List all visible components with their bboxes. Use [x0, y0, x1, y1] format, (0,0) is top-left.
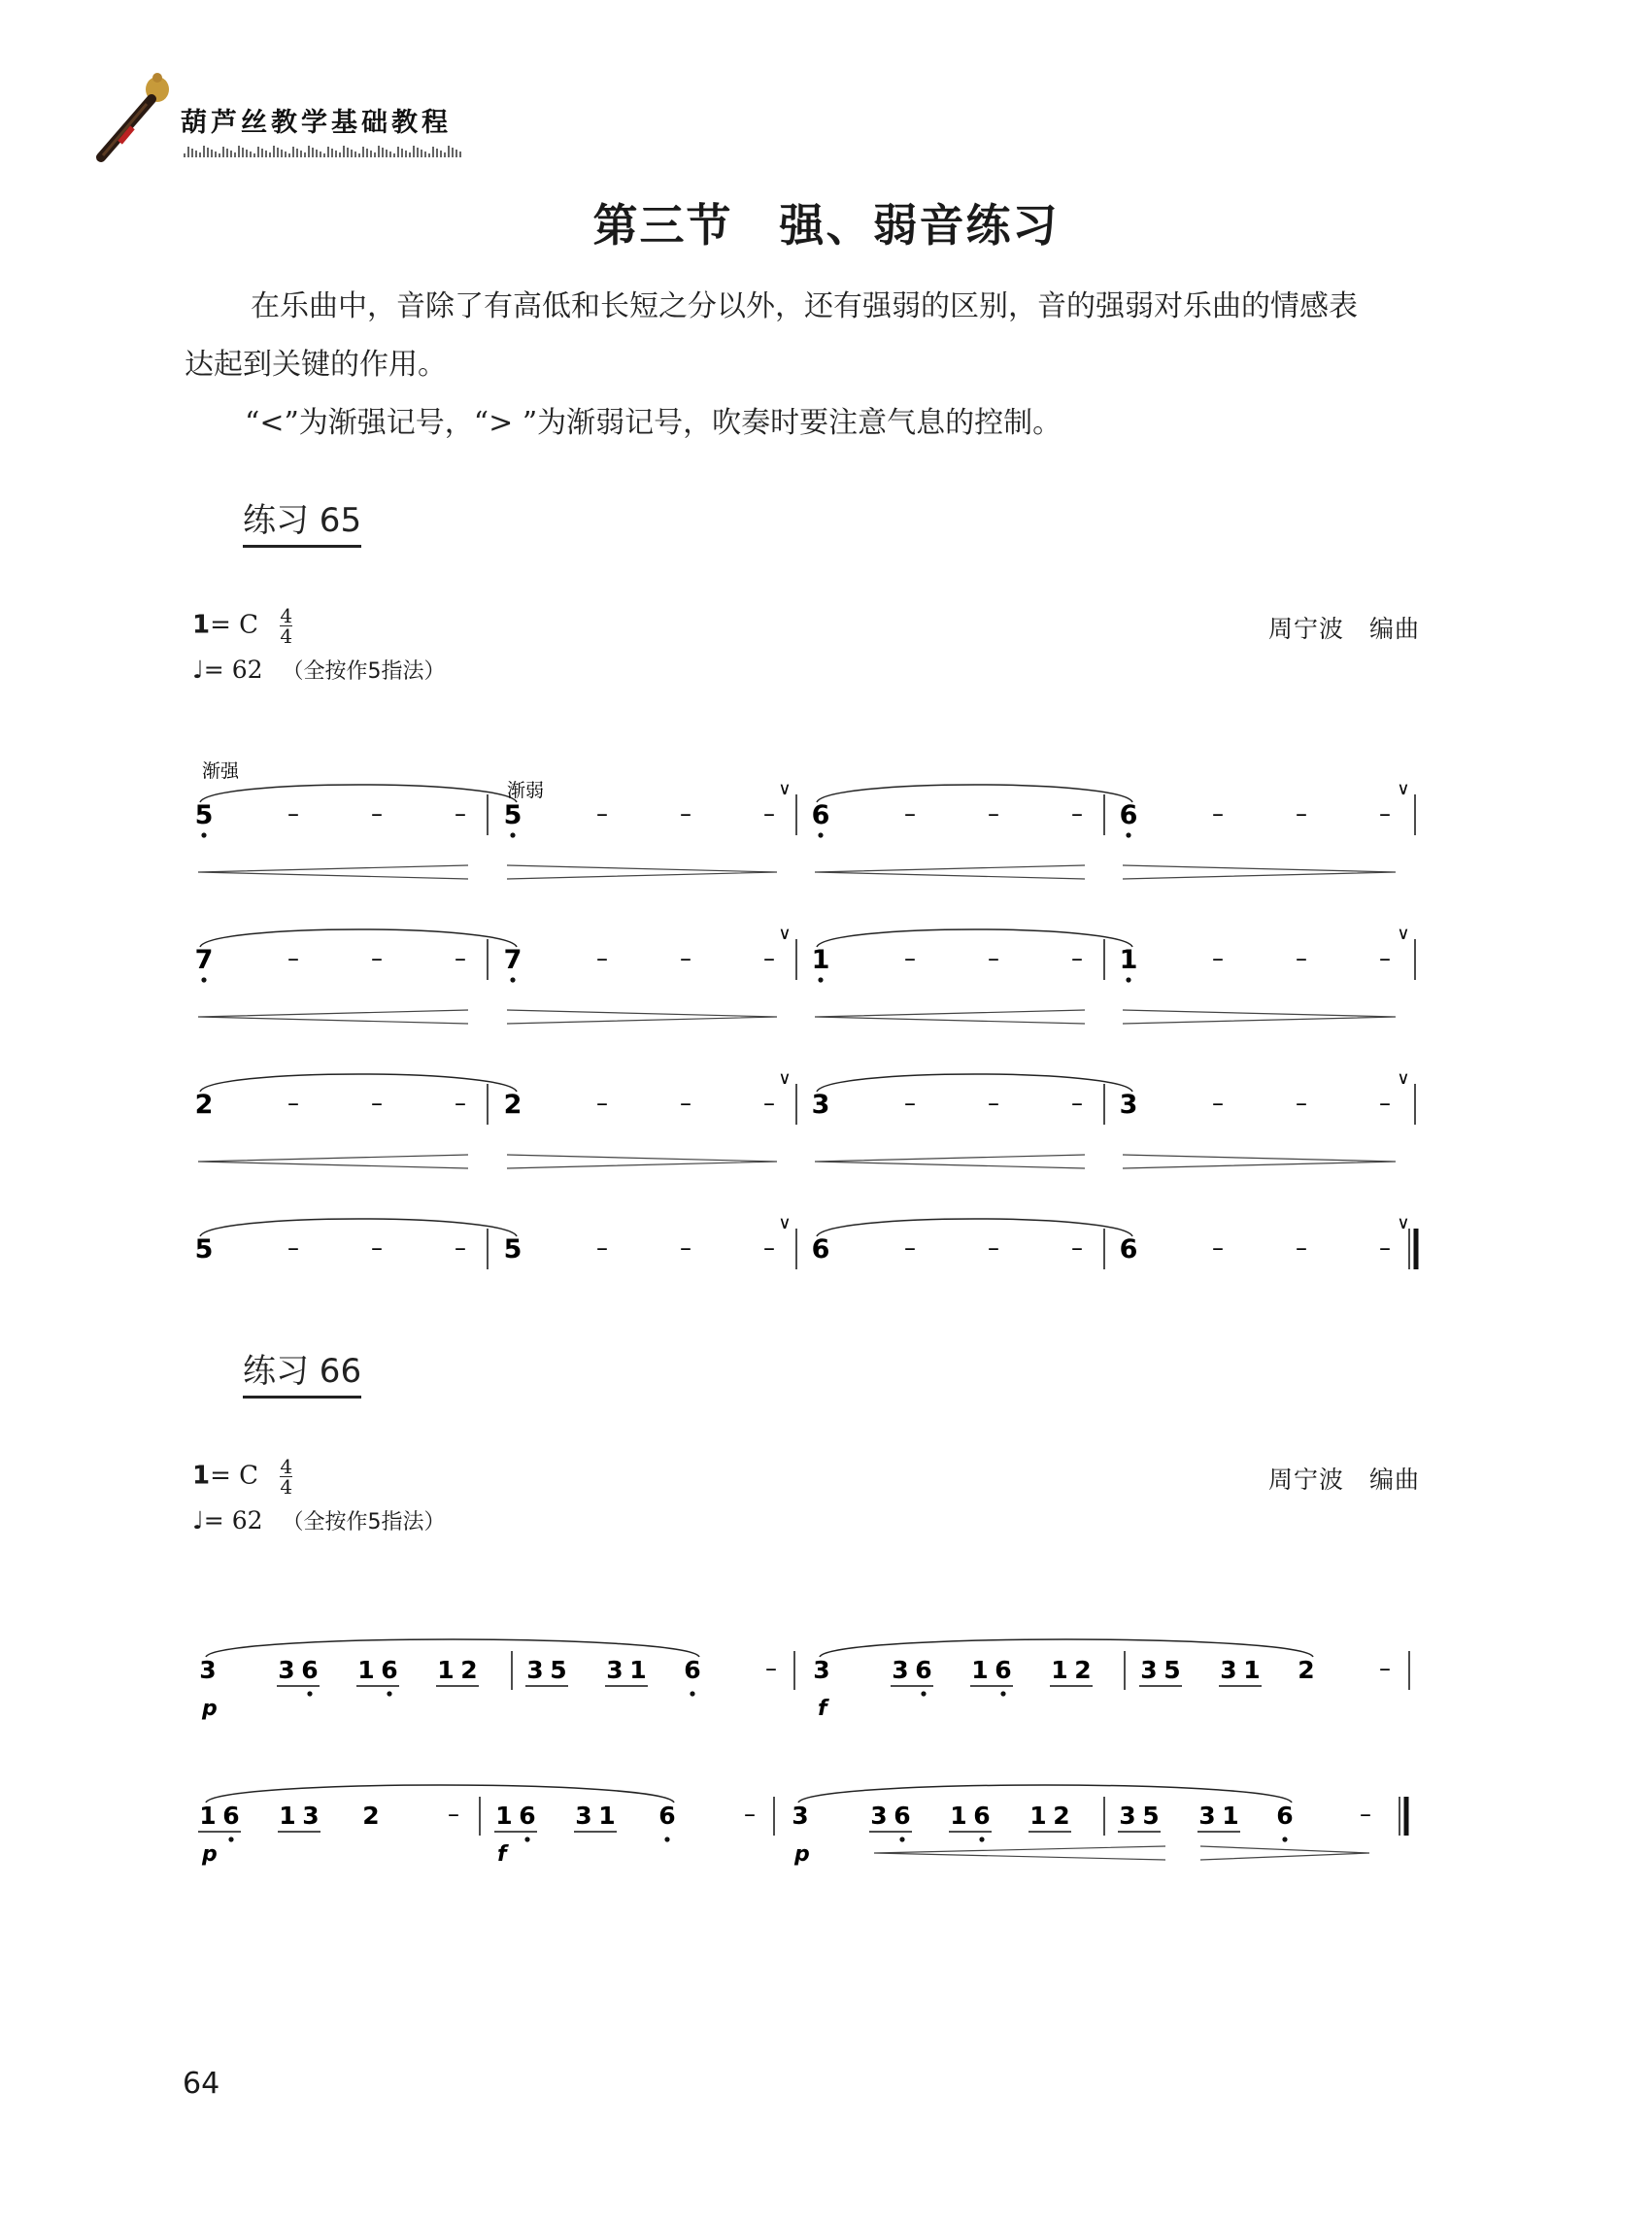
dynamic-mark: p — [202, 1842, 218, 1867]
breath-mark: ∨ — [778, 924, 792, 944]
rest-dash: – — [904, 1090, 916, 1117]
rest-dash: – — [680, 800, 691, 827]
rest-dash: – — [1296, 1234, 1307, 1262]
crescendo-hairpin — [815, 1155, 1085, 1168]
crescendo-hairpin — [198, 1010, 468, 1024]
octave-dot — [818, 832, 823, 837]
diminuendo-hairpin — [507, 1155, 777, 1168]
octave-dot — [690, 1691, 694, 1696]
note: 6 — [1119, 800, 1138, 830]
note: 2 — [460, 1656, 478, 1684]
breath-mark: ∨ — [1397, 1213, 1410, 1233]
rest-dash: – — [455, 945, 466, 972]
diminuendo-hairpin — [507, 1010, 777, 1024]
dynamic-mark: p — [202, 1697, 218, 1721]
rest-dash: – — [1379, 945, 1391, 972]
composer-65: 周宁波 编曲 — [1268, 615, 1421, 643]
rest-dash: – — [287, 800, 299, 827]
rest-dash: – — [763, 1090, 775, 1117]
dynamic-mark: f — [497, 1842, 507, 1867]
intro-line-3: “<”为渐强记号，“> ”为渐弱记号，吹奏时要注意气息的控制。 — [245, 406, 1062, 440]
intro-line-1: 在乐曲中，音除了有高低和长短之分以外，还有强弱的区别，音的强弱对乐曲的情感表 — [251, 289, 1358, 323]
note: 2 — [1053, 1802, 1070, 1830]
slur — [817, 1219, 1132, 1236]
octave-dot — [818, 977, 823, 982]
note: 6 — [519, 1802, 536, 1830]
rest-dash: – — [1212, 1234, 1224, 1262]
diminuendo-hairpin — [1123, 1010, 1396, 1024]
octave-dot — [387, 1691, 391, 1696]
rest-dash: – — [287, 945, 299, 972]
rest-dash: – — [765, 1655, 777, 1682]
rest-dash: – — [1379, 800, 1391, 827]
octave-dot — [524, 1837, 529, 1841]
crescendo-hairpin — [198, 865, 468, 879]
rest-dash: – — [1296, 800, 1307, 827]
rest-dash: – — [448, 1801, 459, 1828]
page-title: 第三节 强、弱音练习 — [592, 199, 1060, 252]
page-number: 64 — [183, 2067, 220, 2101]
dim-label: 渐弱 — [507, 780, 545, 801]
key-signature-66: 1= C $\frac{4}{4}$ — [192, 1455, 293, 1499]
diminuendo-hairpin — [1200, 1846, 1369, 1860]
note: 3 — [302, 1802, 320, 1830]
note: 3 — [278, 1656, 295, 1684]
slur — [820, 1639, 1313, 1657]
octave-dot — [921, 1691, 926, 1696]
note: 6 — [1119, 1234, 1138, 1264]
note: 6 — [684, 1656, 701, 1684]
rest-dash: – — [371, 800, 383, 827]
note: 7 — [194, 945, 214, 975]
rest-dash: – — [1071, 1234, 1083, 1262]
composer-66: 周宁波 编曲 — [1268, 1466, 1421, 1494]
octave-dot — [201, 832, 206, 837]
note: 6 — [915, 1656, 932, 1684]
slur — [200, 929, 517, 947]
rest-dash: – — [287, 1234, 299, 1262]
note: 1 — [1222, 1802, 1239, 1830]
octave-dot — [228, 1837, 233, 1841]
note: 3 — [1119, 1802, 1136, 1830]
note: 5 — [194, 800, 214, 830]
slur — [200, 1219, 517, 1236]
note: 5 — [1142, 1802, 1160, 1830]
crescendo-hairpin — [815, 1010, 1085, 1024]
note: 2 — [503, 1090, 523, 1120]
note: 2 — [1298, 1656, 1315, 1684]
rest-dash: – — [1071, 800, 1083, 827]
rest-dash: – — [904, 800, 916, 827]
key-signature-65: 1= C $\frac{4}{4}$ — [192, 604, 293, 648]
note: 1 — [1051, 1656, 1068, 1684]
octave-dot — [1126, 977, 1130, 982]
rest-dash: – — [1212, 1090, 1224, 1117]
rest-dash: – — [596, 1234, 608, 1262]
crescendo-hairpin — [874, 1846, 1165, 1860]
note: 5 — [503, 800, 523, 830]
diminuendo-hairpin — [1123, 1155, 1396, 1168]
note: 1 — [629, 1656, 647, 1684]
note: 1 — [357, 1656, 375, 1684]
note: 5 — [194, 1234, 214, 1264]
note: 3 — [1140, 1656, 1158, 1684]
note: 6 — [1276, 1802, 1294, 1830]
rest-dash: – — [744, 1801, 756, 1828]
note: 3 — [1119, 1090, 1138, 1120]
rest-dash: – — [988, 800, 999, 827]
rest-dash: – — [596, 1090, 608, 1117]
note: 1 — [1119, 945, 1138, 975]
slur — [817, 929, 1132, 947]
note: 3 — [199, 1656, 217, 1684]
hulusi-logo — [93, 72, 181, 165]
octave-dot — [510, 832, 515, 837]
note: 1 — [437, 1656, 455, 1684]
rest-dash: – — [904, 945, 916, 972]
note: 3 — [526, 1656, 544, 1684]
slur — [200, 785, 517, 802]
octave-dot — [979, 1837, 984, 1841]
breath-mark: ∨ — [1397, 779, 1410, 799]
note: 2 — [362, 1802, 380, 1830]
octave-dot — [664, 1837, 669, 1841]
rest-dash: – — [1360, 1801, 1371, 1828]
note: 3 — [606, 1656, 624, 1684]
rest-dash: – — [287, 1090, 299, 1117]
note: 6 — [811, 1234, 830, 1264]
note: 5 — [550, 1656, 567, 1684]
note: 1 — [199, 1802, 217, 1830]
octave-dot — [1282, 1837, 1287, 1841]
rest-dash: – — [904, 1234, 916, 1262]
rest-dash: – — [1379, 1234, 1391, 1262]
slur — [206, 1785, 674, 1803]
octave-dot — [201, 977, 206, 982]
cresc-label: 渐强 — [202, 760, 240, 782]
time-signature-65: $\frac{4}{4}$ — [280, 604, 293, 648]
note: 3 — [1220, 1656, 1237, 1684]
rest-dash: – — [763, 800, 775, 827]
note: 6 — [973, 1802, 991, 1830]
intro-line-2: 达起到关键的作用。 — [185, 348, 447, 382]
note: 1 — [971, 1656, 989, 1684]
note: 2 — [194, 1090, 214, 1120]
rest-dash: – — [1296, 1090, 1307, 1117]
rest-dash: – — [988, 945, 999, 972]
rest-dash: – — [763, 1234, 775, 1262]
note: 3 — [892, 1656, 909, 1684]
note: 5 — [1163, 1656, 1181, 1684]
slur — [798, 1785, 1292, 1803]
note: 6 — [381, 1656, 398, 1684]
note: 1 — [1029, 1802, 1047, 1830]
note: 6 — [658, 1802, 676, 1830]
note: 6 — [893, 1802, 911, 1830]
note: 3 — [811, 1090, 830, 1120]
note: 1 — [1243, 1656, 1261, 1684]
rest-dash: – — [763, 945, 775, 972]
score-exercise-65 — [0, 748, 1652, 1301]
rest-dash: – — [596, 800, 608, 827]
rest-dash: – — [1296, 945, 1307, 972]
rest-dash: – — [371, 1090, 383, 1117]
rest-dash: – — [680, 1234, 691, 1262]
rest-dash: – — [1379, 1090, 1391, 1117]
breath-mark: ∨ — [1397, 924, 1410, 944]
note: 6 — [301, 1656, 319, 1684]
note: 1 — [495, 1802, 513, 1830]
rest-dash: – — [1379, 1655, 1391, 1682]
note: 6 — [222, 1802, 240, 1830]
slur — [200, 1074, 517, 1092]
octave-dot — [1000, 1691, 1005, 1696]
dynamic-mark: p — [794, 1842, 810, 1867]
breath-mark: ∨ — [778, 1213, 792, 1233]
crescendo-hairpin — [198, 1155, 468, 1168]
rest-dash: – — [455, 1090, 466, 1117]
rest-dash: – — [680, 945, 691, 972]
quarter-note-icon: ♩ — [192, 1506, 204, 1534]
score-exercise-66 — [0, 1612, 1652, 1923]
octave-dot — [510, 977, 515, 982]
rest-dash: – — [1212, 945, 1224, 972]
note: 1 — [279, 1802, 296, 1830]
rest-dash: – — [1071, 1090, 1083, 1117]
note: 1 — [950, 1802, 967, 1830]
rest-dash: – — [596, 945, 608, 972]
breath-mark: ∨ — [778, 779, 792, 799]
rest-dash: – — [988, 1234, 999, 1262]
octave-dot — [899, 1837, 904, 1841]
book-title: 葫芦丝教学基础教程 — [181, 108, 452, 138]
rest-dash: – — [371, 945, 383, 972]
crescendo-hairpin — [815, 865, 1085, 879]
rest-dash: – — [455, 800, 466, 827]
note: 2 — [1074, 1656, 1092, 1684]
note: 7 — [503, 945, 523, 975]
time-signature-66: $\frac{4}{4}$ — [280, 1455, 293, 1499]
tempo-66: ♩= 62 （全按作5指法） — [192, 1506, 446, 1534]
rest-dash: – — [988, 1090, 999, 1117]
quarter-note-icon: ♩ — [192, 656, 204, 684]
rest-dash: – — [1071, 945, 1083, 972]
note: 3 — [575, 1802, 592, 1830]
octave-dot — [1126, 832, 1130, 837]
breath-mark: ∨ — [778, 1068, 792, 1089]
octave-dot — [307, 1691, 312, 1696]
note: 1 — [598, 1802, 616, 1830]
header-decoration — [183, 142, 464, 161]
rest-dash: – — [680, 1090, 691, 1117]
diminuendo-hairpin — [1123, 865, 1396, 879]
note: 3 — [1198, 1802, 1216, 1830]
slur — [817, 1074, 1132, 1092]
rest-dash: – — [455, 1234, 466, 1262]
exercise-65-title: 练习 65 — [243, 493, 361, 548]
note: 5 — [503, 1234, 523, 1264]
rest-dash: – — [1212, 800, 1224, 827]
slur — [206, 1639, 699, 1657]
exercise-66-title: 练习 66 — [243, 1344, 361, 1399]
note: 3 — [792, 1802, 809, 1830]
note: 6 — [811, 800, 830, 830]
dynamic-mark: f — [818, 1697, 827, 1721]
note: 3 — [870, 1802, 888, 1830]
note: 3 — [813, 1656, 830, 1684]
diminuendo-hairpin — [507, 865, 777, 879]
note: 6 — [995, 1656, 1012, 1684]
tempo-65: ♩= 62 （全按作5指法） — [192, 656, 446, 684]
note: 1 — [811, 945, 830, 975]
slur — [817, 785, 1132, 802]
rest-dash: – — [371, 1234, 383, 1262]
breath-mark: ∨ — [1397, 1068, 1410, 1089]
